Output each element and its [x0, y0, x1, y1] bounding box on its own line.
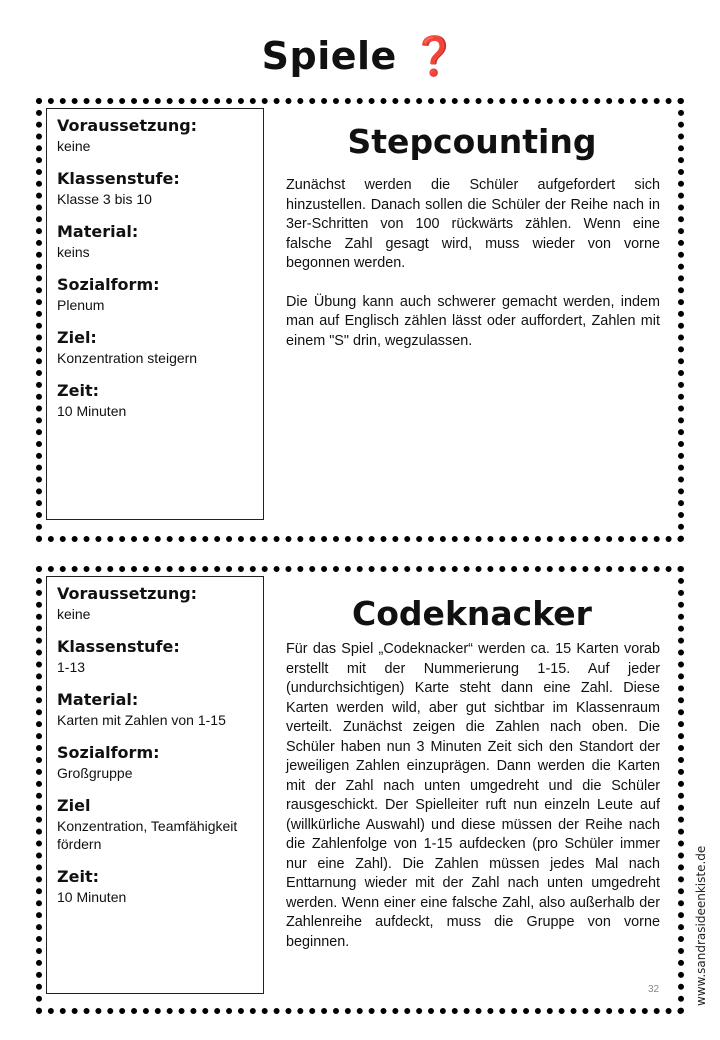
field-sozialform — [57, 742, 253, 782]
field-label: Ziel: — [57, 328, 97, 347]
game-description — [286, 640, 660, 971]
field-material — [57, 221, 253, 261]
field-sozialform — [57, 274, 253, 314]
field-label: Sozialform: — [57, 743, 160, 762]
field-voraussetzung — [57, 115, 253, 155]
field-value: keins — [57, 244, 90, 260]
field-value: 10 Minuten — [57, 889, 127, 905]
info-box — [46, 576, 264, 994]
field-label: Zeit: — [57, 867, 99, 886]
game-description — [286, 176, 660, 370]
field-ziel — [57, 327, 253, 367]
field-klassenstufe — [57, 168, 253, 208]
field-label: Material: — [57, 222, 139, 241]
description-paragraph: Die Übung kann auch schwerer gemacht werden, indem man auf Englisch zählen lässt oder auffordert, Zahlen mit einem "S" drin, wegzulassen. — [286, 293, 660, 349]
field-value: 1-13 — [57, 659, 86, 675]
field-value: keine — [57, 606, 91, 622]
field-label: Ziel — [57, 796, 91, 815]
page-number: 32 — [648, 984, 660, 995]
field-material — [57, 689, 253, 729]
field-label: Material: — [57, 690, 139, 709]
field-klassenstufe — [57, 636, 253, 676]
page-title: Spiele ❓ — [261, 34, 459, 78]
field-value: Plenum — [57, 297, 105, 313]
field-label: Zeit: — [57, 381, 99, 400]
description-paragraph: Zunächst werden die Schüler aufgefordert sich hinzustellen. Danach sollen die Schüler der Reihe nach in 3er-Schritten von 100 rückwärts zählen. Wenn eine falsche Zahl gesagt wird, muss wieder von vorne begonnen werden. — [286, 177, 660, 271]
website-url: www.sandrasideenkiste.de — [694, 845, 708, 1006]
field-value: Großgruppe — [57, 765, 133, 781]
field-value: keine — [57, 138, 91, 154]
field-voraussetzung — [57, 583, 253, 623]
field-zeit — [57, 380, 253, 420]
field-label: Voraussetzung: — [57, 116, 198, 135]
field-ziel — [57, 795, 253, 853]
info-box — [46, 108, 264, 520]
game-card-stepcounting — [36, 98, 684, 542]
field-value: Karten mit Zahlen von 1-15 — [57, 712, 226, 728]
field-value: Klasse 3 bis 10 — [57, 191, 152, 207]
field-label: Klassenstufe: — [57, 637, 180, 656]
field-zeit — [57, 866, 253, 906]
game-card-codeknacker — [36, 566, 684, 1014]
field-label: Voraussetzung: — [57, 584, 198, 603]
field-value: Konzentration steigern — [57, 350, 198, 366]
field-value: Konzentration, Teamfähigkeit fördern — [57, 818, 238, 852]
field-label: Sozialform: — [57, 275, 160, 294]
field-value: 10 Minuten — [57, 403, 127, 419]
description-paragraph: Für das Spiel „Codeknacker“ werden ca. 15 Karten vorab erstellt mit der Nummerierung 1-15. Auf jeder (undurchsichtigen) Karte steht dann eine Zahl. Diese Karten werden wild, aber gut sichtbar im Klassenraum verteilt. Zunächst zeigen die Zahlen nach oben. Die Schüler haben nun 3 Minuten Zeit sich den Standort der jeweiligen Zahlen einzuprägen. Dann werden die Karten mit der Zahl nach unten umgedreht und die Schüler rausgeschickt. Der Spielleiter ruft nun einzeln Leute auf (willkürliche Auswahl) und diese müssen der Reihe nach die Zahlenfolge von 1-15 aufdecken (pro Schüler immer nur eine Zahl). Die Zahlen müssen jedes Mal nach Enttarnung wieder mit der Zahl nach unten umgedreht werden. Wenn einer eine falsche Zahl, also außerhalb der Zahlenreihe aufdeckt, muss die Gruppe von vorne beginnen. — [286, 641, 660, 950]
game-title: Codeknacker — [352, 594, 592, 633]
game-title: Stepcounting — [347, 122, 597, 161]
field-label: Klassenstufe: — [57, 169, 180, 188]
